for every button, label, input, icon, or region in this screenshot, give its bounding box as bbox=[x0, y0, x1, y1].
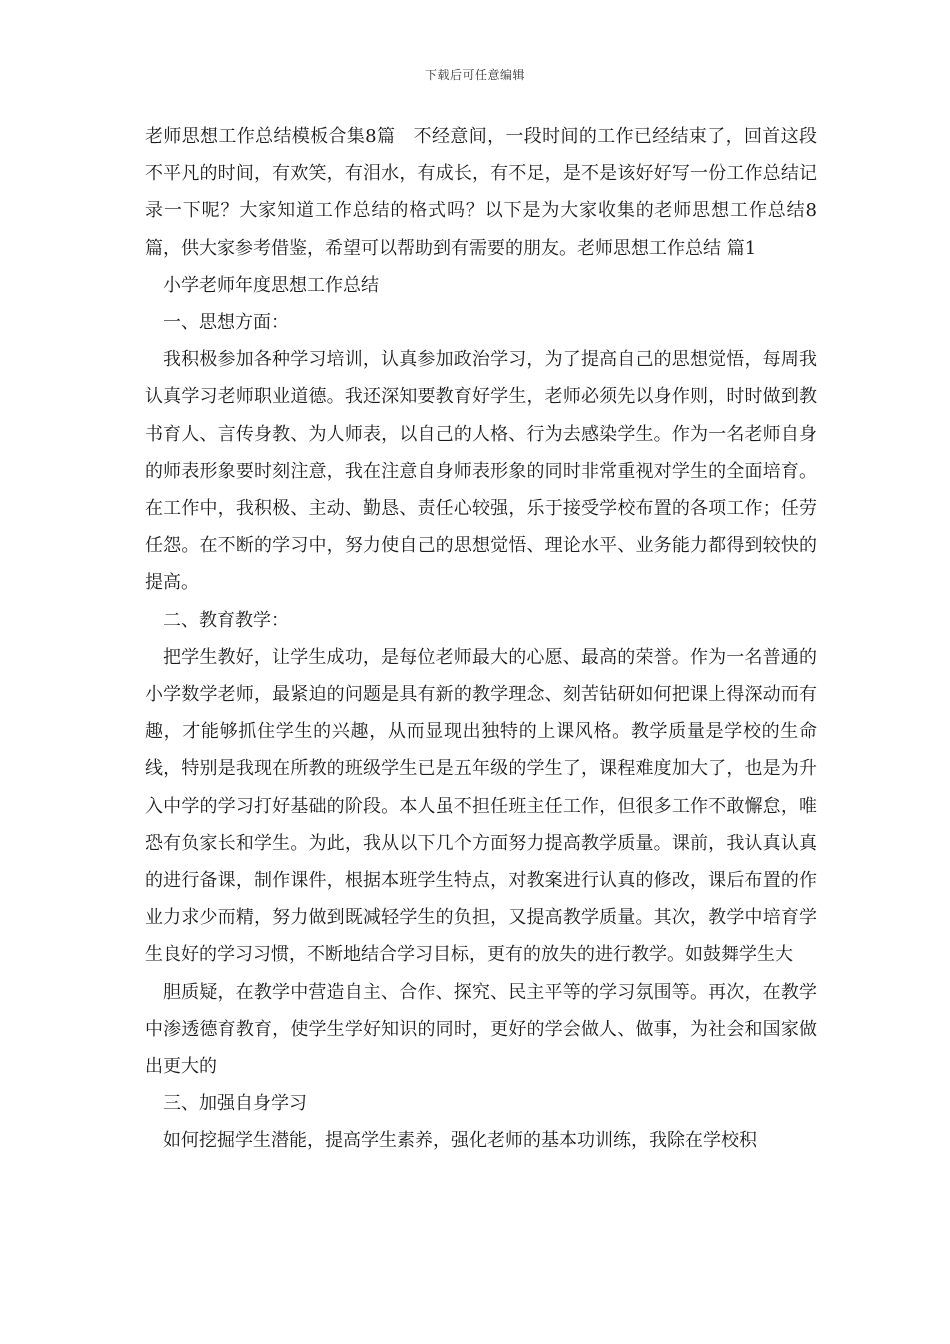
paragraph-self-study: 如何挖掘学生潜能，提高学生素养，强化老师的基本功训练，我除在学校积 bbox=[163, 1130, 757, 1152]
intro-paragraph: 老师思想工作总结模板合集8篇 不经意间，一段时间的工作已经结束了，回首这段不平凡的时间，有欢笑，有泪水，有成长，有不足，是不是该好好写一份工作总结记录一下呢？大家知道工作总结的格式吗？以下是为大家收集的老师思想工作总结8篇，供大家参考借鉴，希望可以帮助到有需要的朋友。老师思想工作总结 篇1 bbox=[145, 126, 817, 259]
page-header: 下载后可任意编辑 bbox=[424, 68, 525, 82]
heading-teaching: 二、教育教学： bbox=[163, 609, 289, 631]
paragraph-teaching-continued: 胆质疑，在教学中营造自主、合作、探究、民主平等的学习氛围等。再次，在教学中渗透德育教育，使学生学好知识的同时，更好的学会做人、做事，为社会和国家做出更大的 bbox=[145, 981, 817, 1078]
heading-thought: 一、思想方面： bbox=[163, 312, 289, 334]
paragraph-teaching: 把学生教好，让学生成功，是每位老师最大的心愿、最高的荣誉。作为一名普通的小学数学老师，最紧迫的问题是具有新的教学理念、刻苦钻研如何把课上得深动而有趣，才能够抓住学生的兴趣，从而显现出独特的上课风格。教学质量是学校的生命线，特别是我现在所教的班级学生已是五年级的学生了，课程难度加大了，也是为升入中学的学习打好基础的阶段。本人虽不担任班主任工作，但很多工作不敢懈怠，唯恐有负家长和学生。为此，我从以下几个方面努力提高教学质量。课前，我认真认真的进行备课，制作课件，根据本班学生特点，对教案进行认真的修改，课后布置的作业力求少而精，努力做到既减轻学生的负担，又提高教学质量。其次，教学中培育学生良好的学习习惯，不断地结合学习目标，更有的放失的进行教学。如鼓舞学生大 bbox=[145, 646, 817, 966]
paragraph-thought: 我积极参加各种学习培训，认真参加政治学习，为了提高自己的思想觉悟，每周我认真学习老师职业道德。我还深知要教育好学生，老师必须先以身作则，时时做到教书育人、言传身教、为人师表，以自己的人格、行为去感染学生。作为一名老师自身的师表形象要时刻注意，我在注意自身师表形象的同时非常重视对学生的全面培育。在工作中，我积极、主动、勤恳、责任心较强，乐于接受学校布置的各项工作；任劳任怨。在不断的学习中，努力使自己的思想觉悟、理论水平、业务能力都得到较快的提高。 bbox=[145, 349, 817, 594]
document-body bbox=[145, 118, 817, 1160]
heading-self-study: 三、加强自身学习 bbox=[163, 1093, 307, 1115]
section-title: 小学老师年度思想工作总结 bbox=[163, 274, 379, 296]
